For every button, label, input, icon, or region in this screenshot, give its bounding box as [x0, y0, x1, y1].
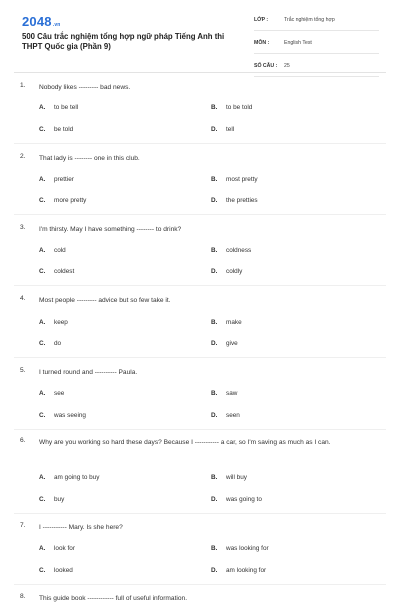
option-text: was going to	[226, 496, 262, 503]
question-divider	[14, 214, 386, 215]
question-divider	[14, 513, 386, 514]
option-letter: D.	[211, 412, 218, 419]
option-letter: D.	[211, 496, 218, 503]
option-text: prettier	[54, 176, 74, 183]
option-text: keep	[54, 319, 68, 326]
option-letter: A.	[39, 390, 46, 397]
question-divider	[14, 429, 386, 430]
meta-row-subject	[254, 38, 379, 54]
option-text: was seeing	[54, 412, 86, 419]
option-text: buy	[54, 496, 65, 503]
option-text: was looking for	[226, 545, 269, 552]
option-text: make	[226, 319, 242, 326]
meta-value: 25	[284, 63, 290, 69]
option-text: cold	[54, 247, 66, 254]
meta-value: English Test	[284, 40, 312, 46]
option-letter: A.	[39, 176, 46, 183]
option-letter: C.	[39, 496, 46, 503]
option-letter: B.	[211, 319, 218, 326]
question-divider	[14, 584, 386, 585]
option-text: am going to buy	[54, 474, 100, 481]
question-text: That lady is -------- one in this club.	[39, 155, 140, 162]
option-text: look for	[54, 545, 75, 552]
option-letter: A.	[39, 104, 46, 111]
document-title: 500 Câu trắc nghiệm tổng hợp ngữ pháp Tiếng Anh thi THPT Quốc gia (Phần 9)	[22, 32, 225, 51]
question-text: This guide book ------------ full of useful information.	[39, 595, 188, 602]
question-number: 3.	[20, 224, 26, 231]
question-text: Why are you working so hard these days? Because I ----------- a car, so I'm saving as much as I can.	[39, 439, 331, 446]
option-letter: D.	[211, 126, 218, 133]
option-letter: C.	[39, 268, 46, 275]
option-text: coldness	[226, 247, 252, 254]
meta-value: Trắc nghiệm tổng hợp	[284, 17, 335, 23]
option-letter: A.	[39, 247, 46, 254]
option-text: coldest	[54, 268, 75, 275]
question-divider	[14, 357, 386, 358]
option-text: looked	[54, 567, 73, 574]
option-text: most pretty	[226, 176, 258, 183]
option-text: saw	[226, 390, 238, 397]
option-letter: A.	[39, 474, 46, 481]
option-letter: B.	[211, 176, 218, 183]
question-text: Nobody likes --------- bad news.	[39, 84, 131, 91]
question-text: I'm thirsty. May I have something -------- to drink?	[39, 226, 182, 233]
option-letter: D.	[211, 340, 218, 347]
document-meta	[254, 15, 379, 84]
option-letter: B.	[211, 474, 218, 481]
question-text: Most people --------- advice but so few take it.	[39, 297, 171, 304]
option-text: more pretty	[54, 197, 87, 204]
option-letter: C.	[39, 567, 46, 574]
logo-suffix: .vn	[52, 22, 61, 28]
option-text: to be tell	[54, 104, 79, 111]
option-text: am looking for	[226, 567, 267, 574]
meta-label: MÔN :	[254, 40, 270, 46]
option-letter: D.	[211, 567, 218, 574]
header-divider	[14, 72, 386, 73]
question-number: 7.	[20, 522, 26, 529]
meta-label: SỐ CÂU :	[254, 63, 278, 69]
option-text: give	[226, 340, 238, 347]
meta-label: LỚP :	[254, 17, 269, 23]
meta-row-class	[254, 15, 379, 31]
option-letter: C.	[39, 412, 46, 419]
option-text: tell	[226, 126, 235, 133]
question-number: 4.	[20, 295, 26, 302]
document-header	[0, 0, 400, 72]
option-letter: C.	[39, 340, 46, 347]
option-text: coldly	[226, 268, 243, 275]
question-number: 2.	[20, 153, 26, 160]
option-letter: D.	[211, 268, 218, 275]
question-number: 8.	[20, 593, 26, 600]
question-number: 1.	[20, 82, 26, 89]
question-text: I ----------- Mary. Is she here?	[39, 524, 123, 531]
option-text: to be told	[226, 104, 253, 111]
option-text: seen	[226, 412, 240, 419]
question-divider	[14, 143, 386, 144]
option-letter: A.	[39, 545, 46, 552]
option-text: do	[54, 340, 62, 347]
option-letter: B.	[211, 104, 218, 111]
logo-text: 2048	[22, 14, 52, 29]
question-number: 5.	[20, 367, 26, 374]
option-text: the pretties	[226, 197, 258, 204]
option-letter: B.	[211, 390, 218, 397]
question-number: 6.	[20, 437, 26, 444]
option-letter: A.	[39, 319, 46, 326]
site-logo[interactable]	[22, 14, 61, 29]
option-letter: C.	[39, 197, 46, 204]
option-letter: B.	[211, 247, 218, 254]
option-letter: B.	[211, 545, 218, 552]
option-letter: D.	[211, 197, 218, 204]
option-text: will buy	[226, 474, 247, 481]
question-divider	[14, 285, 386, 286]
question-text: I turned round and ---------- Paula.	[39, 369, 138, 376]
option-text: be told	[54, 126, 74, 133]
option-text: see	[54, 390, 65, 397]
option-letter: C.	[39, 126, 46, 133]
meta-row-count	[254, 61, 379, 77]
